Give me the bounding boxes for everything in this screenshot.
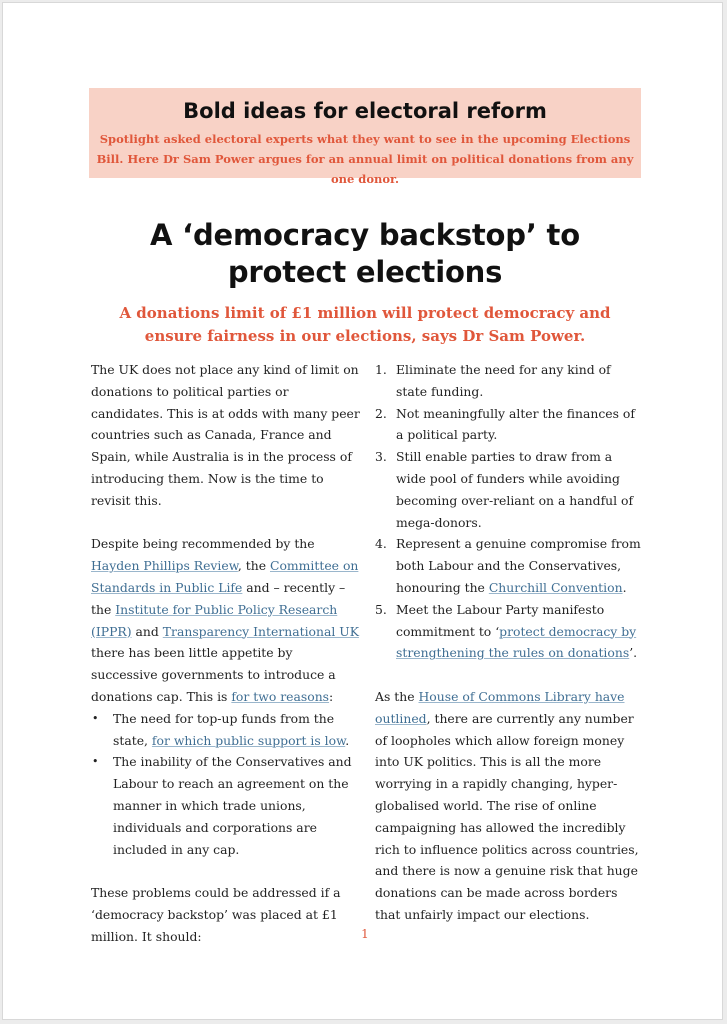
link-churchill-convention[interactable]: Churchill Convention <box>488 579 623 595</box>
text-run: . <box>622 579 627 595</box>
paragraph-intro: The UK does not place any kind of limit on donations to political parties or candidates. This is at odds with many peer countries such as Canada, France and Spain, while Australia is in the process of introducing them. Now is the time to revisit this. <box>91 362 360 508</box>
link-two-reasons[interactable]: for two reasons <box>231 688 330 704</box>
link-commons-library[interactable]: House of Commons Library have outlined <box>375 688 625 726</box>
reasons-list <box>91 708 361 861</box>
link-committee-standards[interactable]: Committee on Standards in Public Life <box>91 558 359 595</box>
link-hayden-phillips-review[interactable]: Hayden Phillips Review <box>91 558 238 574</box>
link-transparency-international[interactable]: Transparency International UK <box>162 623 359 639</box>
text-run: . <box>345 732 350 748</box>
spotlight-banner <box>89 88 641 186</box>
document-page <box>2 2 723 1020</box>
banner-title: Bold ideas for electoral reform <box>183 99 547 123</box>
list-item <box>91 751 361 860</box>
paragraph-backstop: These problems could be addressed if a ‘democracy backstop’ was placed at £1 million. It should: <box>91 885 341 944</box>
list-item <box>375 359 645 403</box>
list-number: 1. <box>375 362 387 377</box>
text-run: The inability of the Conservatives and Labour to reach an agreement on the manner in which trade unions, individuals and corporations are included in any cap. <box>113 754 352 857</box>
list-number: 3. <box>375 449 387 465</box>
text-run: there has been little appetite by successive governments to introduce a donations cap. This is <box>91 645 336 704</box>
text-run: As the <box>375 688 419 704</box>
link-ippr[interactable]: Institute for Public Policy Research (IPPR) <box>91 601 338 639</box>
text-run: Eliminate the need for any kind of state funding. <box>396 362 611 399</box>
paragraph-foreign-money <box>375 686 645 926</box>
text-run: and <box>131 623 163 639</box>
list-item <box>375 533 645 598</box>
banner-subtitle: Spotlight asked electoral experts what they want to see in the upcoming Elections Bill. Here Dr Sam Power argues for an annual limit on political donations from any one donor. <box>96 132 634 186</box>
bullet-icon: • <box>92 711 99 725</box>
text-run: Represent a genuine compromise from both Labour and the Conservatives, honouring the <box>396 536 641 595</box>
list-item <box>375 403 645 447</box>
backstop-goals-list <box>375 359 645 664</box>
link-labour-manifesto[interactable]: protect democracy by strengthening the rules on donations <box>396 623 637 661</box>
text-run: , the <box>237 558 270 574</box>
text-run: Still enable parties to draw from a wide pool of funders while avoiding becoming over-reliant on a handful of mega-donors. <box>396 449 634 530</box>
text-run: , there are currently any number of loopholes which allow foreign money into UK politics. This is all the more worrying in a rapidly changing, hyper-globalised world. The rise of online campaigning has allowed the incredibly rich to influence politics across countries, and there is now a genuine risk that huge donations can be made across borders that unfairly impact our elections. <box>375 710 639 922</box>
list-number: 5. <box>375 601 387 617</box>
list-item <box>91 708 361 752</box>
right-column <box>375 359 645 948</box>
bullet-icon: • <box>92 755 99 769</box>
left-column <box>91 359 361 969</box>
text-run: Meet the Labour Party manifesto commitment to ‘ <box>396 601 605 639</box>
article-headline: A ‘democracy backstop’ to protect elections <box>150 218 580 289</box>
paragraph-recommendations <box>91 533 361 707</box>
text-run: Not meaningfully alter the finances of a political party. <box>396 405 635 443</box>
text-run: The need for top-up funds from the state, <box>113 710 335 748</box>
list-item <box>375 599 645 664</box>
text-run: : <box>329 688 334 704</box>
article-standfirst: A donations limit of £1 million will protect democracy and ensure fairness in our elections, says Dr Sam Power. <box>119 304 611 345</box>
text-run: and – recently – the <box>91 579 346 617</box>
list-number: 2. <box>375 405 387 421</box>
text-run: ’. <box>629 645 638 661</box>
page-number: 1 <box>361 927 369 941</box>
list-number: 4. <box>375 536 387 552</box>
list-item <box>375 446 645 533</box>
text-run: Despite being recommended by the <box>91 536 315 552</box>
link-public-support-low[interactable]: for which public support is low <box>151 732 346 748</box>
